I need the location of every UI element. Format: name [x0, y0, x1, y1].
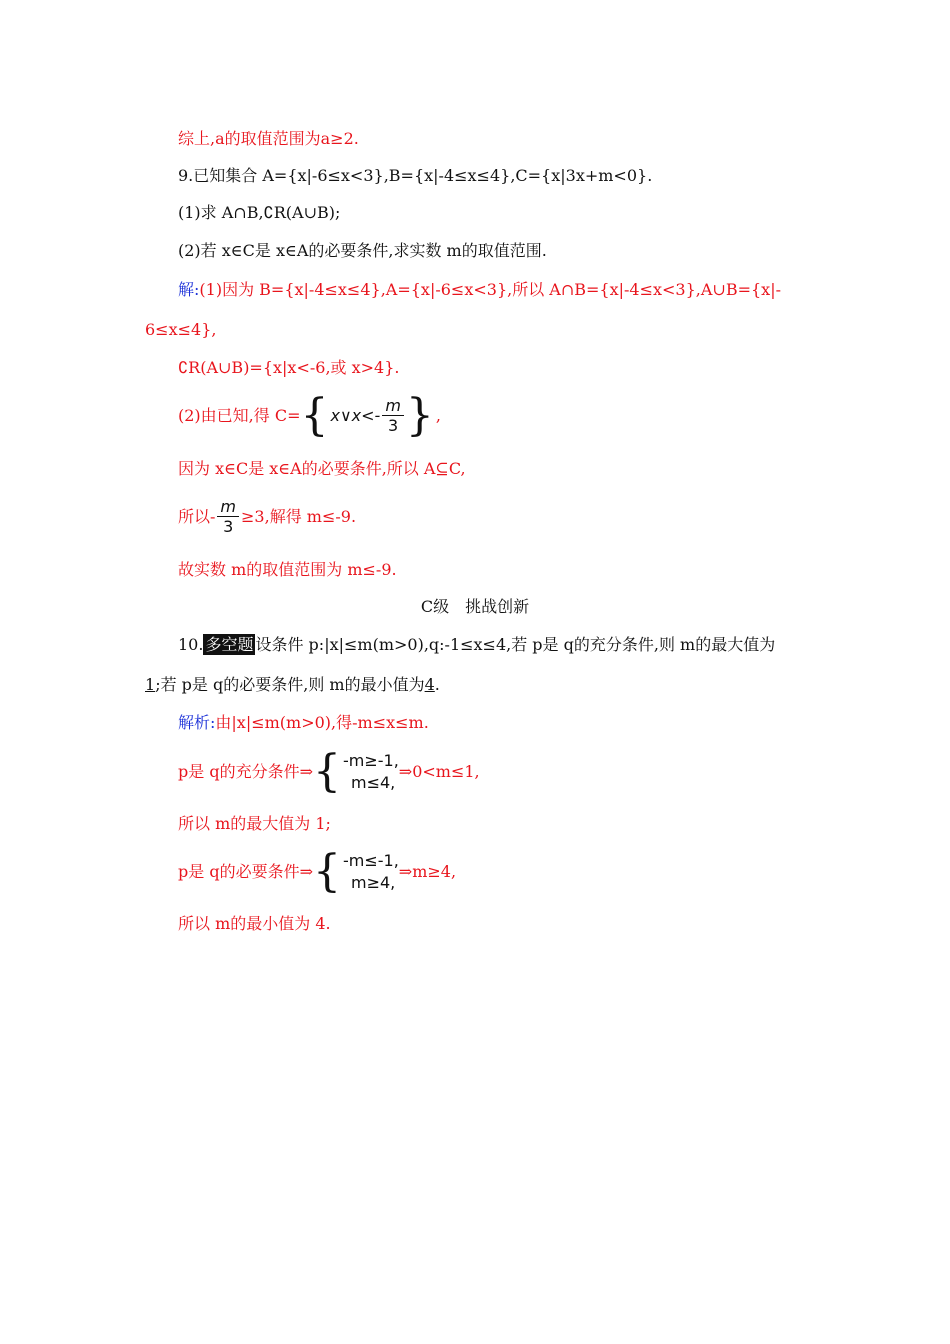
set-right-brace: }	[405, 390, 434, 441]
system-row: -m≤-1,	[342, 851, 399, 870]
q9-solution-line1	[178, 279, 781, 301]
fraction-numerator: m	[217, 498, 239, 517]
set-c-expression	[300, 390, 436, 441]
fraction-numerator: m	[382, 397, 404, 416]
inequality-system-2	[312, 846, 399, 897]
q9-solution-line4	[178, 390, 442, 441]
summary-line: 综上,a的取值范围为a≥2.	[178, 129, 359, 148]
q10-solution-line3: 所以 m的最大值为 1;	[178, 814, 331, 833]
set-left-brace: {	[300, 390, 329, 441]
set-c-content: x∨x<-	[330, 406, 381, 425]
system-brace: {	[312, 746, 341, 797]
q10-stem-line1	[178, 634, 775, 656]
system-rows	[343, 850, 399, 894]
q10-solution-text1: 由|x|≤m(m>0),得-m≤x≤m.	[215, 713, 429, 732]
q10-stem-mid: ;若 p是 q的必要条件,则 m的最小值为	[155, 675, 425, 694]
q10-stem-text: 设条件 p:|x|≤m(m>0),q:-1≤x≤4,若 p是 q的充分条件,则 m的最大值为	[255, 635, 776, 654]
system-row: -m≥-1,	[342, 751, 399, 770]
q10-solution-line5: 所以 m的最小值为 4.	[178, 914, 331, 933]
q10-sol4-suffix: ⇒m≥4,	[398, 862, 457, 881]
fraction-denominator: 3	[388, 415, 399, 435]
q9-part2: (2)若 x∈C是 x∈A的必要条件,求实数 m的取值范围.	[178, 241, 547, 260]
q9-solution-line5: 因为 x∈C是 x∈A的必要条件,所以 A⊆C,	[178, 459, 466, 478]
system-row: m≥4,	[350, 873, 396, 892]
q10-solution-line4	[178, 846, 457, 897]
q10-sol4-prefix: p是 q的必要条件⇒	[178, 862, 313, 881]
q9-solution-line7: 故实数 m的取值范围为 m≤-9.	[178, 560, 397, 579]
q9-solution-line3: ∁R(A∪B)={x|x<-6,或 x>4}.	[178, 358, 400, 377]
q9-solution-text1: (1)因为 B={x|-4≤x≤4},A={x|-6≤x<3},所以 A∩B={x|-4≤x<3},A∪B={x|-	[199, 280, 782, 299]
q10-solution-line1	[178, 712, 429, 734]
q10-solution-label: 解析:	[178, 713, 216, 732]
q9-sol6-prefix: 所以-	[178, 507, 216, 526]
q9-sol6-suffix: ≥3,解得 m≤-9.	[241, 507, 357, 526]
system-row: m≤4,	[350, 773, 396, 792]
answer-blank-2: 4	[424, 675, 435, 694]
inequality-system-1	[312, 746, 399, 797]
fraction-denominator: 3	[223, 516, 234, 536]
q9-solution-line2: 6≤x≤4},	[145, 320, 217, 339]
q9-sol4-suffix: ,	[435, 406, 442, 425]
q10-stem-line2	[145, 674, 440, 696]
fraction-m-over-3-b	[217, 498, 239, 537]
answer-blank-1: 1	[145, 675, 156, 694]
system-brace: {	[312, 846, 341, 897]
system-rows	[343, 750, 399, 794]
q9-solution-label: 解:	[178, 280, 200, 299]
fraction-m-over-3	[382, 397, 404, 436]
section-title: C级 挑战创新	[420, 597, 530, 616]
q9-stem: 9.已知集合 A={x|-6≤x<3},B={x|-4≤x≤4},C={x|3x+m<0}.	[178, 166, 653, 185]
q10-solution-line2	[178, 746, 480, 797]
q10-sol2-prefix: p是 q的充分条件⇒	[178, 762, 313, 781]
q10-sol2-suffix: ⇒0<m≤1,	[398, 762, 480, 781]
multi-blank-tag: 多空题	[205, 635, 254, 654]
q9-solution-line6	[178, 495, 356, 539]
q9-part1: (1)求 A∩B,∁R(A∪B);	[178, 203, 341, 222]
q9-sol4-prefix: (2)由已知,得 C=	[178, 406, 301, 425]
q10-stem-end: .	[434, 675, 440, 694]
q10-number: 10.	[178, 635, 204, 654]
